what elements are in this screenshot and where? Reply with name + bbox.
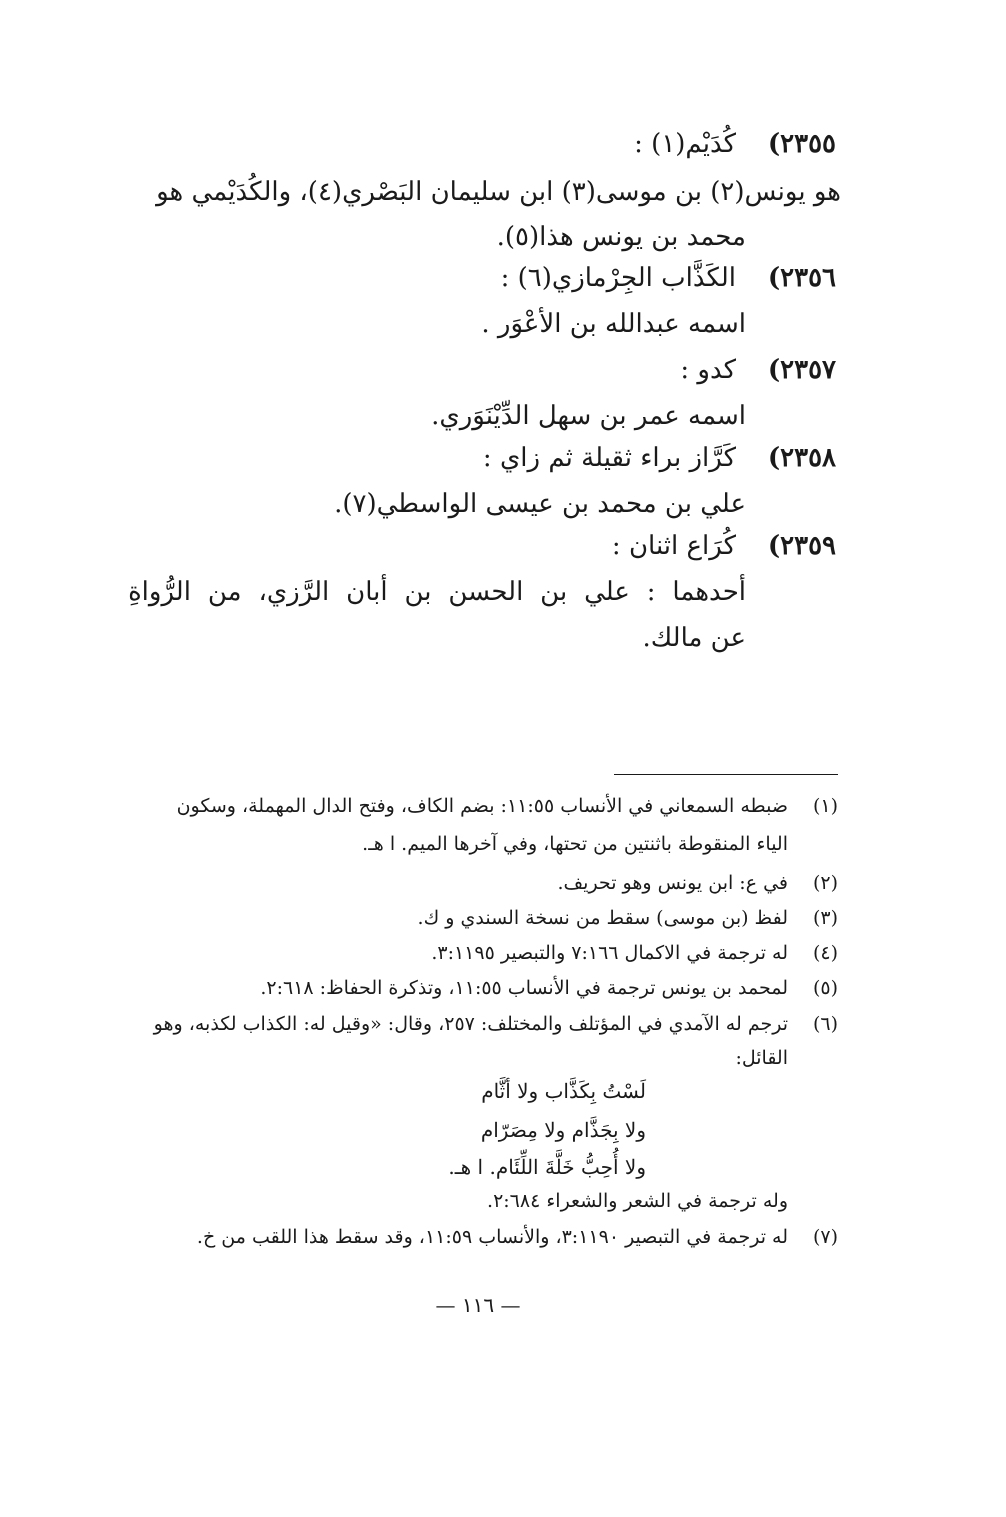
footnote-text: لفظ (بن موسى) سقط من نسخة السندي و ك. (417, 907, 788, 929)
entry-title: كُدَيْم(١) : (634, 129, 736, 159)
footnote-text: القائل: (735, 1047, 788, 1069)
entry-title: كُرَاع اثنان : (611, 531, 736, 561)
footnote-number: (٦) (812, 1013, 838, 1035)
entry-title: الكَذَّاب الجِرْمازي(٦) : (500, 263, 736, 293)
footnote-text: ضبطه السمعاني في الأنساب ١١:٥٥: بضم الكاف، وفتح الدال المهملة، وسكون (176, 795, 788, 817)
word: الرَّزي، (258, 577, 330, 607)
entry-number: ٢٣٥٨) (767, 443, 836, 473)
footnote-text: له ترجمة في الاكمال ٧:١٦٦ والتبصير ٣:١١٩٥. (431, 942, 788, 964)
footnote-number: (٧) (812, 1226, 838, 1248)
entry-number: ٢٣٥٧) (767, 355, 836, 385)
word: أحدهما (672, 577, 746, 607)
entry-number: ٢٣٥٦) (767, 263, 836, 293)
footnote-number: (٢) (812, 872, 838, 894)
poem-line: لَسْتُ بِكَذَّاب ولا أثَّام (481, 1079, 646, 1103)
footnote-number: (٤) (812, 942, 838, 964)
word: الحسن (448, 577, 524, 607)
footnote-separator (614, 774, 838, 775)
poem-line: ولا بِجَذَّام ولا مِصَرّام (480, 1118, 646, 1142)
footnote-number: (٥) (812, 977, 838, 999)
entry-title: كدو : (680, 355, 736, 385)
entry-body-line: عن مالك. (642, 623, 746, 653)
word: بن (540, 577, 568, 607)
entry-number: ٢٣٥٥) (767, 129, 836, 159)
entry-body-line: هو يونس(٢) بن موسى(٣) ابن سليمان البَصْري(٤)، والكُدَيْمي هو (156, 177, 841, 207)
poem-line: ولا أُحِبُّ خَلَّةَ اللِّئَام. ا هـ. (448, 1155, 646, 1179)
word: علي (584, 577, 630, 607)
footnote-text: وله ترجمة في الشعر والشعراء ٢:٦٨٤. (487, 1190, 788, 1212)
footnote-number: (٣) (812, 907, 838, 929)
word: أبان (346, 577, 388, 607)
word: الرُّواةِ (128, 577, 191, 607)
entry-body-line: محمد بن يونس هذا(٥). (496, 222, 746, 252)
entry-body-line-justified (128, 572, 746, 612)
word: بن (404, 577, 432, 607)
footnote-text: لمحمد بن يونس ترجمة في الأنساب ١١:٥٥، وتذكرة الحفاظ: ٢:٦١٨. (260, 977, 788, 999)
entry-body-line: اسمه عبدالله بن الأعْوَر . (481, 309, 746, 339)
word: من (207, 577, 242, 607)
footnote-number: (١) (812, 795, 838, 817)
page-number: — ١١٦ — (435, 1293, 521, 1317)
footnote-text: في ع: ابن يونس وهو تحريف. (557, 872, 788, 894)
footnote-text: له ترجمة في التبصير ٣:١١٩٠، والأنساب ١١:٥٩، وقد سقط هذا اللقب من خ. (196, 1226, 788, 1248)
entry-body-line: اسمه عمر بن سهل الدِّيْنَوَري. (431, 401, 746, 431)
entry-number: ٢٣٥٩) (767, 531, 836, 561)
word: : (646, 577, 656, 607)
footnote-text: الياء المنقوطة باثنتين من تحتها، وفي آخرها الميم. ا هـ. (362, 833, 788, 855)
footnote-text: ترجم له الآمدي في المؤتلف والمختلف: ٢٥٧، وقال: «وقيل له: الكذاب لكذبه، وهو (153, 1013, 788, 1035)
entry-title: كَرَّاز براء ثقيلة ثم زاي : (482, 443, 736, 473)
entry-body-line: علي بن محمد بن عيسى الواسطي(٧). (334, 489, 746, 519)
